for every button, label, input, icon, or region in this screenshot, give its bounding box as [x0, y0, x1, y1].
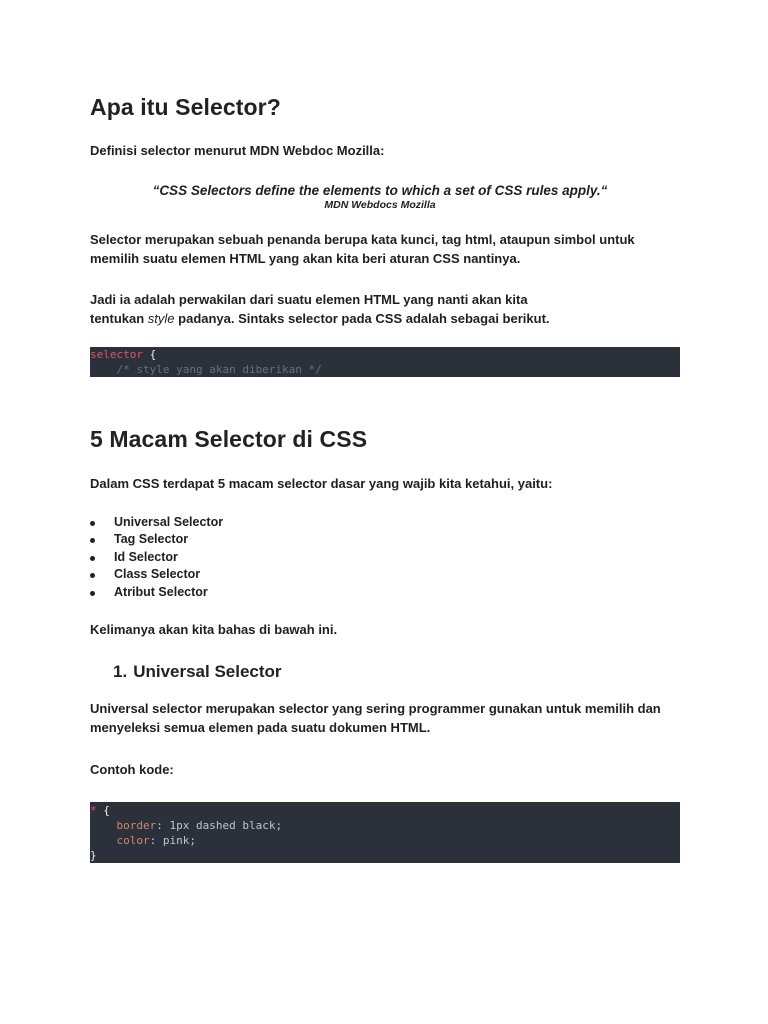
intro-macam-selector: Dalam CSS terdapat 5 macam selector dasar yang wajib kita ketahui, yaitu:	[90, 476, 553, 491]
list-item	[90, 531, 223, 548]
blockquote	[60, 183, 700, 211]
code-value: : 1px dashed black;	[156, 819, 283, 832]
list-item	[90, 584, 223, 601]
code-line	[90, 803, 680, 818]
code-property: border	[116, 819, 157, 832]
code-block-universal	[90, 802, 680, 863]
list-item	[90, 566, 223, 583]
code-open-brace: {	[142, 348, 157, 361]
list-item-label: Class Selector	[114, 567, 201, 582]
code-property: color	[116, 834, 150, 847]
paragraph-line-2-end: padanya. Sintaks selector pada CSS adalah sebagai berikut.	[174, 311, 550, 326]
code-open-brace: {	[96, 804, 110, 817]
bullet-icon	[90, 556, 95, 561]
list-item	[90, 549, 223, 566]
list-item	[90, 514, 223, 531]
list-item-label: Id Selector	[114, 549, 178, 564]
code-close-brace: }	[90, 849, 97, 862]
code-line	[90, 848, 680, 863]
bullet-icon	[90, 538, 95, 543]
outro-text: Kelimanya akan kita bahas di bawah ini.	[90, 622, 338, 637]
code-line	[90, 347, 680, 362]
selector-list	[90, 514, 223, 601]
quote-text: “CSS Selectors define the elements to which a set of CSS rules apply.“	[152, 183, 608, 198]
paragraph-selector-syntax	[90, 290, 680, 328]
emphasis-style: style	[147, 311, 175, 326]
code-comment: /* style yang akan diberikan */	[90, 363, 322, 376]
code-selector: selector	[90, 348, 143, 361]
code-line	[90, 818, 680, 833]
list-item-label: Universal Selector	[114, 515, 224, 529]
bullet-icon	[90, 521, 95, 526]
code-line	[90, 362, 680, 377]
quote-source: MDN Webdocs Mozilla	[324, 199, 436, 211]
paragraph-line-2-start: tentukan	[90, 311, 148, 326]
subsection-heading-universal	[113, 662, 282, 682]
list-item-label: Atribut Selector	[114, 584, 208, 599]
code-value: : pink;	[149, 834, 196, 847]
section-heading-macam-selector: 5 Macam Selector di CSS	[90, 426, 368, 452]
subsection-title: Universal Selector	[133, 662, 282, 681]
paragraph-selector-definition: Selector merupakan sebuah penanda berupa kata kunci, tag html, ataupun simbol untuk memilih suatu elemen HTML yang akan kita beri aturan CSS nantinya.	[90, 232, 635, 266]
bullet-icon	[90, 573, 95, 578]
list-item-label: Tag Selector	[114, 532, 189, 547]
paragraph-line-1: Jadi ia adalah perwakilan dari suatu elemen HTML yang nanti akan kita	[90, 292, 528, 307]
code-line	[90, 833, 680, 848]
code-example-label: Contoh kode:	[90, 762, 174, 777]
section-heading-selector: Apa itu Selector?	[90, 94, 281, 120]
code-block-syntax	[90, 347, 680, 377]
paragraph-universal-selector: Universal selector merupakan selector yang sering programmer gunakan untuk memilih dan menyeleksi semua elemen pada suatu dokumen HTML.	[90, 701, 661, 735]
subsection-number: 1.	[113, 662, 128, 681]
intro-text: Definisi selector menurut MDN Webdoc Mozilla:	[90, 143, 385, 158]
bullet-icon	[90, 591, 95, 596]
code-selector: *	[90, 804, 97, 817]
